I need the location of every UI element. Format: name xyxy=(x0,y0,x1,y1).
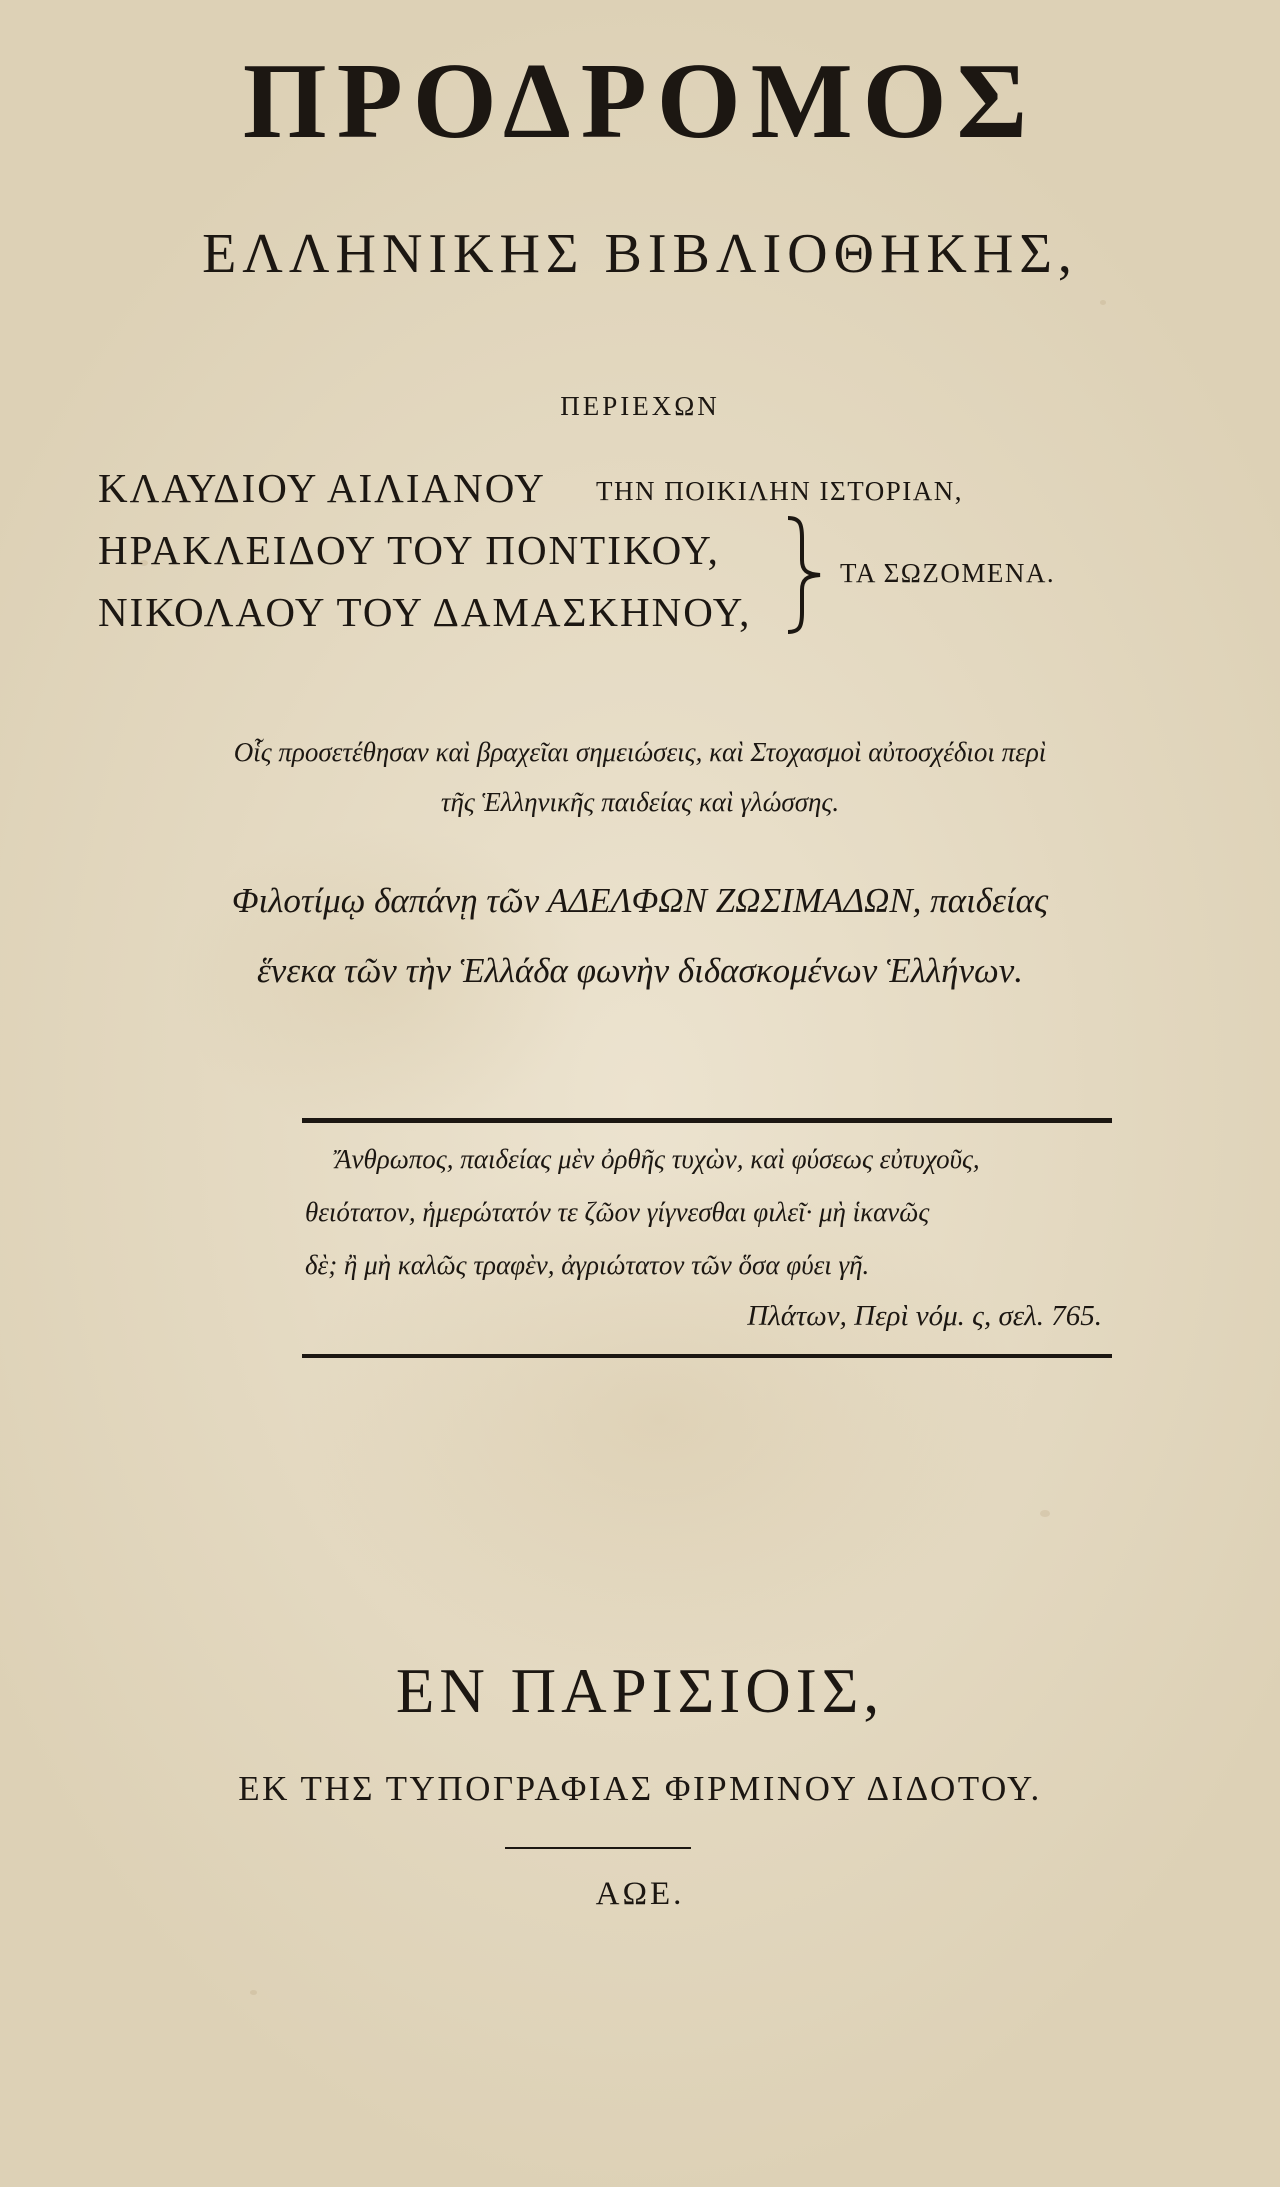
epigraph-line-1: Ἄνθρωπος, παιδείας μὲν ὀρθῆς τυχὼν, καὶ φύσεως εὐτυχοῦς, xyxy=(335,1144,980,1174)
imprint-printer: ΕΚ ΤΗΣ ΤΥΠΟΓΡΑΦΙΑΣ ΦΙΡΜΙΝΟΥ ΔΙΔΟΤΟΥ. xyxy=(238,1769,1042,1808)
subtitle: ΕΛΛΗΝΙΚΗΣ ΒΙΒΛΙΟΘΗΚΗΣ, xyxy=(202,223,1078,285)
imprint-place: ΕΝ ΠΑΡΙΣΙΟΙΣ, xyxy=(395,1656,885,1726)
foxing-spot xyxy=(1040,1510,1050,1517)
contents-work-aelian: ΤΗΝ ΠΟΙΚΙΛΗΝ ΙΣΤΟΡΙΑΝ, xyxy=(596,476,964,506)
imprint-year: ΑΩΕ. xyxy=(595,1876,685,1912)
foxing-spot xyxy=(1100,300,1106,305)
epigraph-bottom-rule xyxy=(302,1354,1112,1358)
patronage-line-2: ἕνεκα τῶν τὴν Ἑλλάδα φωνὴν διδασκομένων Ἑλλήνων. xyxy=(257,951,1023,990)
contents-list xyxy=(0,465,1280,653)
epigraph-line-3: δὲ; ἢ μὴ καλῶς τραφὲν, ἀγριώτατον τῶν ὅσα φύει γῆ. xyxy=(305,1250,870,1280)
main-title: ΠΡΟΔΡΟΜΟΣ xyxy=(242,42,1038,161)
patronage-line-1: Φιλοτίμῳ δαπάνῃ τῶν ΑΔΕΛΦΩΝ ΖΩΣΙΜΑΔΩΝ, παιδείας xyxy=(231,881,1049,920)
curly-brace-icon xyxy=(784,516,826,634)
contents-author-nicolaus: ΝΙΚΟΛΑΟΥ ΤΟΥ ΔΑΜΑΣΚΗΝΟΥ, xyxy=(98,589,752,635)
bracket-note: ΤΑ ΣΩΖΟΜΕΝΑ. xyxy=(840,558,1056,588)
notes-line-2: τῆς Ἑλληνικῆς παιδείας καὶ γλώσσης. xyxy=(440,787,840,817)
foxing-spot xyxy=(250,1990,257,1995)
contents-author-heraclides: ΗΡΑΚΛΕΙΔΟΥ ΤΟΥ ΠΟΝΤΙΚΟΥ, xyxy=(98,527,720,573)
imprint-divider xyxy=(505,1847,691,1849)
epigraph-top-rule xyxy=(302,1118,1112,1123)
epigraph-line-2: θειότατον, ἡμερώτατόν τε ζῶον γίγνεσθαι φιλεῖ· μὴ ἱκανῶς xyxy=(305,1197,930,1227)
containing-label: ΠΕΡΙΕΧΩΝ xyxy=(560,391,720,421)
epigraph-source: Πλάτων, Περὶ νόμ. ς, σελ. 765. xyxy=(747,1300,1102,1332)
notes-line-1: Οἷς προσετέθησαν καὶ βραχεῖαι σημειώσεις, καὶ Στοχασμοὶ αὐτοσχέδιοι περὶ xyxy=(233,737,1047,767)
contents-author-aelian: ΚΛΑΥΔΙΟΥ ΑΙΛΙΑΝΟΥ xyxy=(98,465,546,511)
